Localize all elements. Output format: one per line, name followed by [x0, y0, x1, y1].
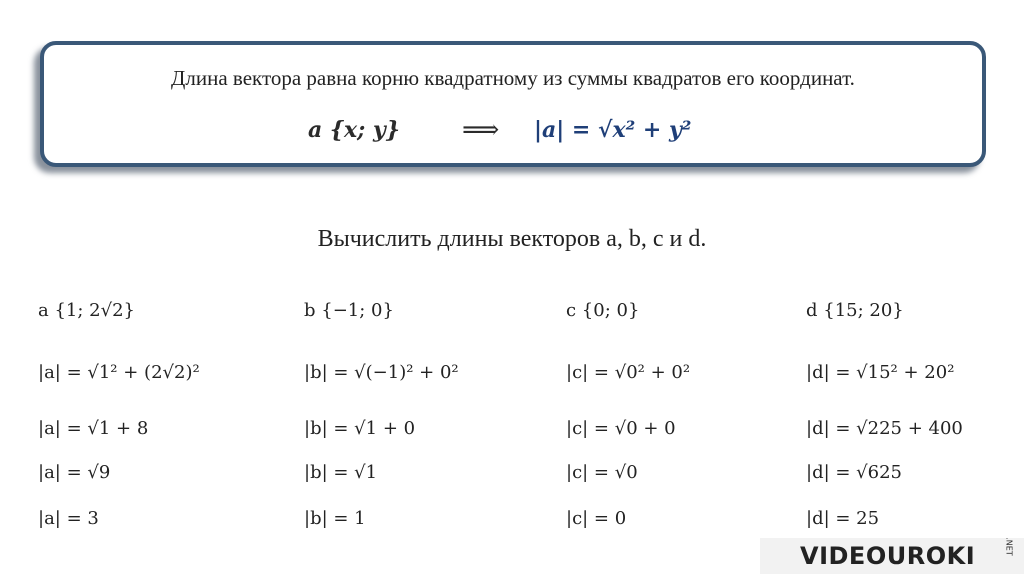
vector-a-coords: a {1; 2√2} [38, 300, 135, 321]
logo-text: VIDEOUROKI [800, 542, 976, 570]
vector-b-step3: |b| = √1 [304, 462, 378, 483]
task-text: Вычислить длины векторов a, b, c и d. [317, 226, 707, 252]
rule-box [40, 41, 986, 167]
vector-d-step3: |d| = √625 [806, 462, 903, 483]
rule-formula [44, 109, 982, 153]
formula-right: |a| = √x² + y² [534, 117, 692, 143]
vector-d-step1: |d| = √15² + 20² [806, 362, 955, 383]
vector-d-step2: |d| = √225 + 400 [806, 418, 963, 439]
vector-b-step2: |b| = √1 + 0 [304, 418, 416, 439]
vector-d-result: |d| = 25 [806, 508, 880, 529]
vector-c-step1: |c| = √0² + 0² [566, 362, 691, 383]
vector-a-result: |a| = 3 [38, 508, 99, 529]
vector-c-result: |c| = 0 [566, 508, 627, 529]
videouroki-logo [760, 538, 1024, 574]
vector-c-coords: c {0; 0} [566, 300, 640, 321]
logo-suffix: .NET [1004, 537, 1014, 556]
vector-b-step1: |b| = √(−1)² + 0² [304, 362, 459, 383]
implies-arrow: ⟹ [462, 115, 500, 145]
vector-c-step2: |c| = √0 + 0 [566, 418, 676, 439]
vector-a-step2: |a| = √1 + 8 [38, 418, 149, 439]
vector-a-step3: |a| = √9 [38, 462, 111, 483]
rule-text: Длина вектора равна корню квадратному из суммы квадратов его координат. [171, 66, 855, 90]
vector-b-coords: b {−1; 0} [304, 300, 394, 321]
vector-c-step3: |c| = √0 [566, 462, 638, 483]
vector-a-step1: |a| = √1² + (2√2)² [38, 362, 200, 383]
formula-left: a {x; y} [308, 117, 400, 143]
vector-b-result: |b| = 1 [304, 508, 366, 529]
vector-d-coords: d {15; 20} [806, 300, 904, 321]
